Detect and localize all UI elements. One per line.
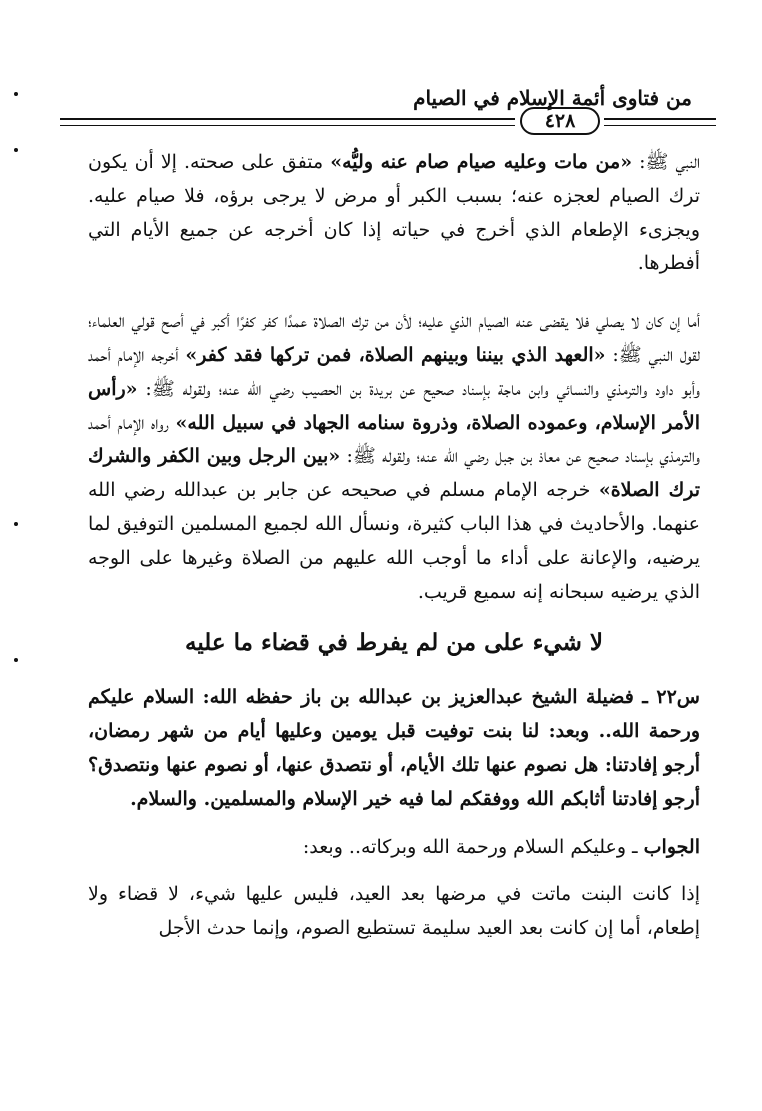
paragraph-spacer — [88, 864, 700, 878]
page-body — [88, 146, 700, 946]
answer-paragraph: إذا كانت البنت ماتت في مرضها بعد العيد، فليس عليها شيء، لا قضاء ولا إطعام، أما إن كانت بعد العيد سليمة تستطيع الصوم، وإنما حدث الأجل — [88, 883, 700, 940]
page-number: ٤٢٨ — [520, 107, 600, 135]
paragraph-2-text: رواه الإمام أحمد والترمذي بإسناد صحيح عن معاذ بن جبل رضي الله عنه؛ ولقوله ﷺ: — [88, 411, 700, 468]
paragraph-2-text: خرجه الإمام مسلم في صحيحه عن جابر بن عبدالله رضي الله عنهما. والأحاديث في هذا الباب كثيرة، ونسأل الله لجميع المسلمين التوفيق لما يرضيه، والإعانة على أداء ما أوجب الله عليهم من الصلاة وغيرها على الوجه الذي يرضيه سبحانه إنه سميع قريب. — [88, 479, 700, 603]
header-rule-right-thick — [604, 118, 716, 120]
margin-mark — [14, 92, 18, 96]
answer-intro — [88, 831, 700, 865]
margin-mark — [14, 148, 18, 152]
running-title: من فتاوى أئمة الإسلام في الصيام — [413, 86, 692, 110]
margin-mark — [14, 522, 18, 526]
margin-mark — [14, 658, 18, 662]
paragraph-2 — [88, 305, 700, 609]
header-rule-left-thin — [60, 125, 515, 126]
hadith-quote: «رأس الأمر الإسلام، وعموده الصلاة، وذروة سنامه الجهاد في سبيل الله» — [88, 377, 700, 434]
section-heading: لا شيء على من لم يفرط في قضاء ما عليه — [185, 629, 603, 657]
paragraph-spacer — [88, 817, 700, 831]
hadith-quote: «من مات وعليه صيام صام عنه وليُّه» — [330, 151, 633, 173]
paragraph-2-text: أما إن كان لا يصلي فلا يقضى عنه الصيام الذي عليه؛ لأن من ترك الصلاة عمدًا كفر كفرًا أكبر في أصح قولي العلماء؛ لقول النبي ﷺ: — [88, 310, 700, 366]
header-rule-right-thin — [604, 125, 716, 126]
paragraph-1-text: النبي ﷺ: — [632, 151, 700, 173]
paragraph-2-text: أخرجه الإمام أحمد وأبو داود والترمذي والنسائي وابن ماجة بإسناد صحيح عن بريدة بن الحصيب رضي الله عنه؛ ولقوله ﷺ: — [88, 343, 700, 400]
answer-intro-text: ـ وعليكم السلام ورحمة الله وبركاته.. وبعد: — [302, 835, 644, 858]
paragraph-1 — [88, 146, 700, 281]
answer-label: الجواب — [643, 835, 700, 858]
question-paragraph: س٢٢ ـ فضيلة الشيخ عبدالعزيز بن عبدالله بن باز حفظه الله: السلام عليكم ورحمة الله.. وبعد: لنا بنت توفيت قبل يومين وعليها أيام من شهر رمضان، أرجو إفادتنا: هل نصوم عنها تلك الأيام، أو نتصدق عنها، أو نصوم عنها ونتصدق؟ أرجو إفادتنا أثابكم الله ووفقكم لما فيه خير الإسلام والمسلمين. والسلام. — [88, 686, 700, 810]
header-rule-left-thick — [60, 118, 515, 120]
paragraph-1-text: متفق على صحته. إلا أن يكون ترك الصيام لعجزه عنه؛ بسبب الكبر أو مرض لا يرجى برؤه، فلا صيام عليه. ويجزىء الإطعام الذي أخرج في حياته إذا كان أخرجه عن جميع الأيام التي أفطرها. — [88, 151, 700, 275]
hadith-quote: «بين الرجل وبين الكفر والشرك ترك الصلاة» — [88, 445, 700, 502]
paragraph-spacer — [88, 281, 700, 305]
hadith-quote: «العهد الذي بيننا وبينهم الصلاة، فمن تركها فقد كفر» — [185, 343, 606, 366]
